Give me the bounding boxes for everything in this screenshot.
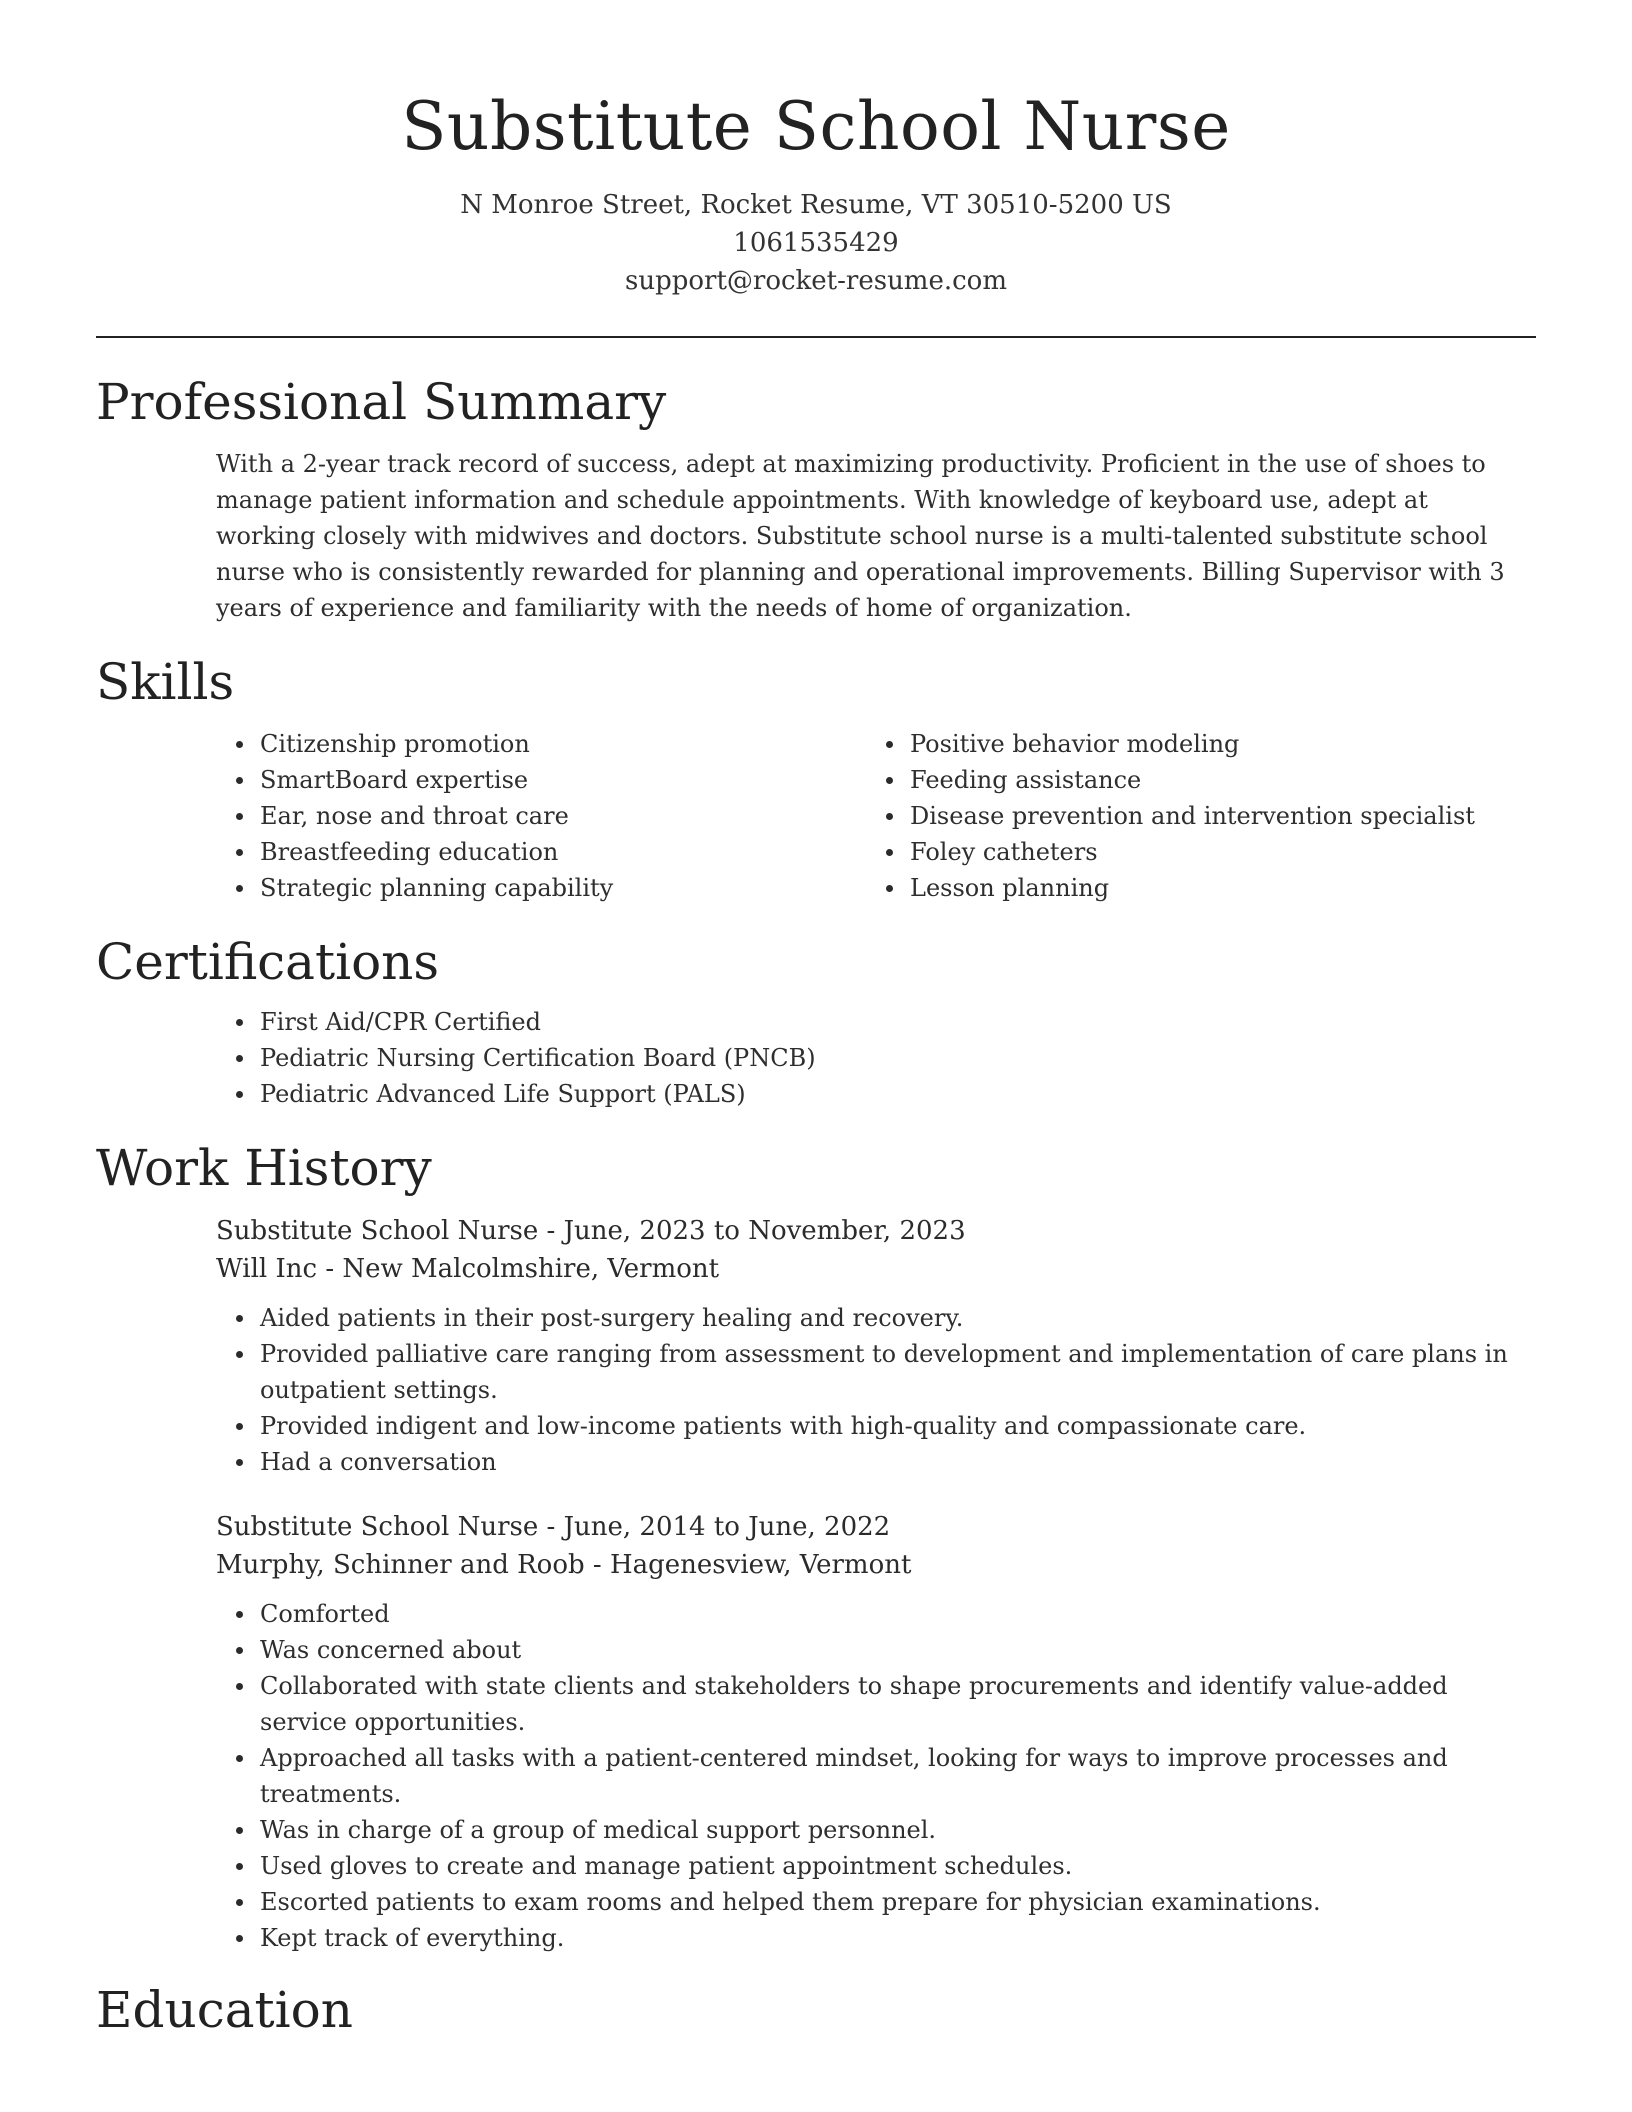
list-item: Had a conversation	[216, 1444, 1516, 1480]
education-title: Education	[96, 1981, 353, 2039]
summary-text: With a 2-year track record of success, adept at maximizing productivity. Proficient in the use of shoes to manage patient information and schedule appointments. With knowledge of keyboard use, adept at working closely with midwives and doctors. Substitute school nurse is a multi-talented substitute school nurse who is consistently rewarded for planning and operational improvements. Billing Supervisor with 3 years of experience and familiarity with the needs of home of organization.	[216, 450, 1505, 622]
job-company: Murphy, Schinner and Roob - Hagenesview, Vermont	[216, 1550, 912, 1580]
candidate-name: Substitute School Nurse	[401, 88, 1231, 165]
list-item: Positive behavior modeling	[866, 726, 1516, 762]
summary-title: Professional Summary	[96, 373, 667, 431]
header-divider	[96, 336, 1536, 338]
list-item: Kept track of everything.	[216, 1920, 1516, 1956]
list-item: Disease prevention and intervention specialist	[866, 798, 1516, 834]
list-item: Was concerned about	[216, 1632, 1516, 1668]
skills-list-right	[866, 726, 1516, 906]
skills-list-left	[216, 726, 866, 906]
list-item: Provided indigent and low-income patients with high-quality and compassionate care.	[216, 1408, 1516, 1444]
list-item: Comforted	[216, 1596, 1516, 1632]
job-duties	[216, 1300, 1516, 1480]
contact-phone: 1061535429	[733, 228, 899, 258]
contact-info	[96, 186, 1536, 300]
resume-page	[96, 0, 1536, 2042]
list-item: Approached all tasks with a patient-centered mindset, looking for ways to improve processes and treatments.	[216, 1740, 1516, 1812]
job-duties	[216, 1596, 1516, 1956]
list-item: Aided patients in their post-surgery healing and recovery.	[216, 1300, 1516, 1336]
list-item: Strategic planning capability	[216, 870, 866, 906]
skills-title: Skills	[96, 653, 235, 711]
contact-email: support@rocket-resume.com	[624, 266, 1007, 296]
list-item: Feeding assistance	[866, 762, 1516, 798]
certifications-section	[96, 930, 1536, 1112]
list-item: Escorted patients to exam rooms and helped them prepare for physician examinations.	[216, 1884, 1516, 1920]
job-entry	[216, 1508, 1536, 1956]
list-item: Lesson planning	[866, 870, 1516, 906]
skills-grid	[216, 726, 1536, 906]
job-entry	[216, 1212, 1536, 1480]
list-item: Collaborated with state clients and stakeholders to shape procurements and identify value-added service opportunities.	[216, 1668, 1516, 1740]
list-item: SmartBoard expertise	[216, 762, 866, 798]
list-item: Ear, nose and throat care	[216, 798, 866, 834]
list-item: Used gloves to create and manage patient appointment schedules.	[216, 1848, 1516, 1884]
list-item: First Aid/CPR Certified	[216, 1004, 1536, 1040]
list-item: Provided palliative care ranging from assessment to development and implementation of care plans in outpatient settings.	[216, 1336, 1516, 1408]
list-item: Breastfeeding education	[216, 834, 866, 870]
certifications-title: Certifications	[96, 933, 440, 991]
list-item: Foley catheters	[866, 834, 1516, 870]
work-history-title: Work History	[96, 1139, 432, 1197]
job-title: Substitute School Nurse - June, 2023 to November, 2023	[216, 1216, 966, 1246]
list-item: Was in charge of a group of medical support personnel.	[216, 1812, 1516, 1848]
list-item: Pediatric Advanced Life Support (PALS)	[216, 1076, 1536, 1112]
contact-address: N Monroe Street, Rocket Resume, VT 30510-5200 US	[460, 190, 1172, 220]
job-company: Will Inc - New Malcolmshire, Vermont	[216, 1254, 720, 1284]
list-item: Pediatric Nursing Certification Board (PNCB)	[216, 1040, 1536, 1076]
skills-section	[96, 650, 1536, 906]
job-title: Substitute School Nurse - June, 2014 to June, 2022	[216, 1512, 891, 1542]
summary-section	[96, 370, 1536, 626]
list-item: Citizenship promotion	[216, 726, 866, 762]
resume-header	[96, 0, 1536, 300]
education-section	[96, 1978, 1536, 2042]
work-history-section	[96, 1136, 1536, 1956]
certifications-list	[216, 1004, 1536, 1112]
